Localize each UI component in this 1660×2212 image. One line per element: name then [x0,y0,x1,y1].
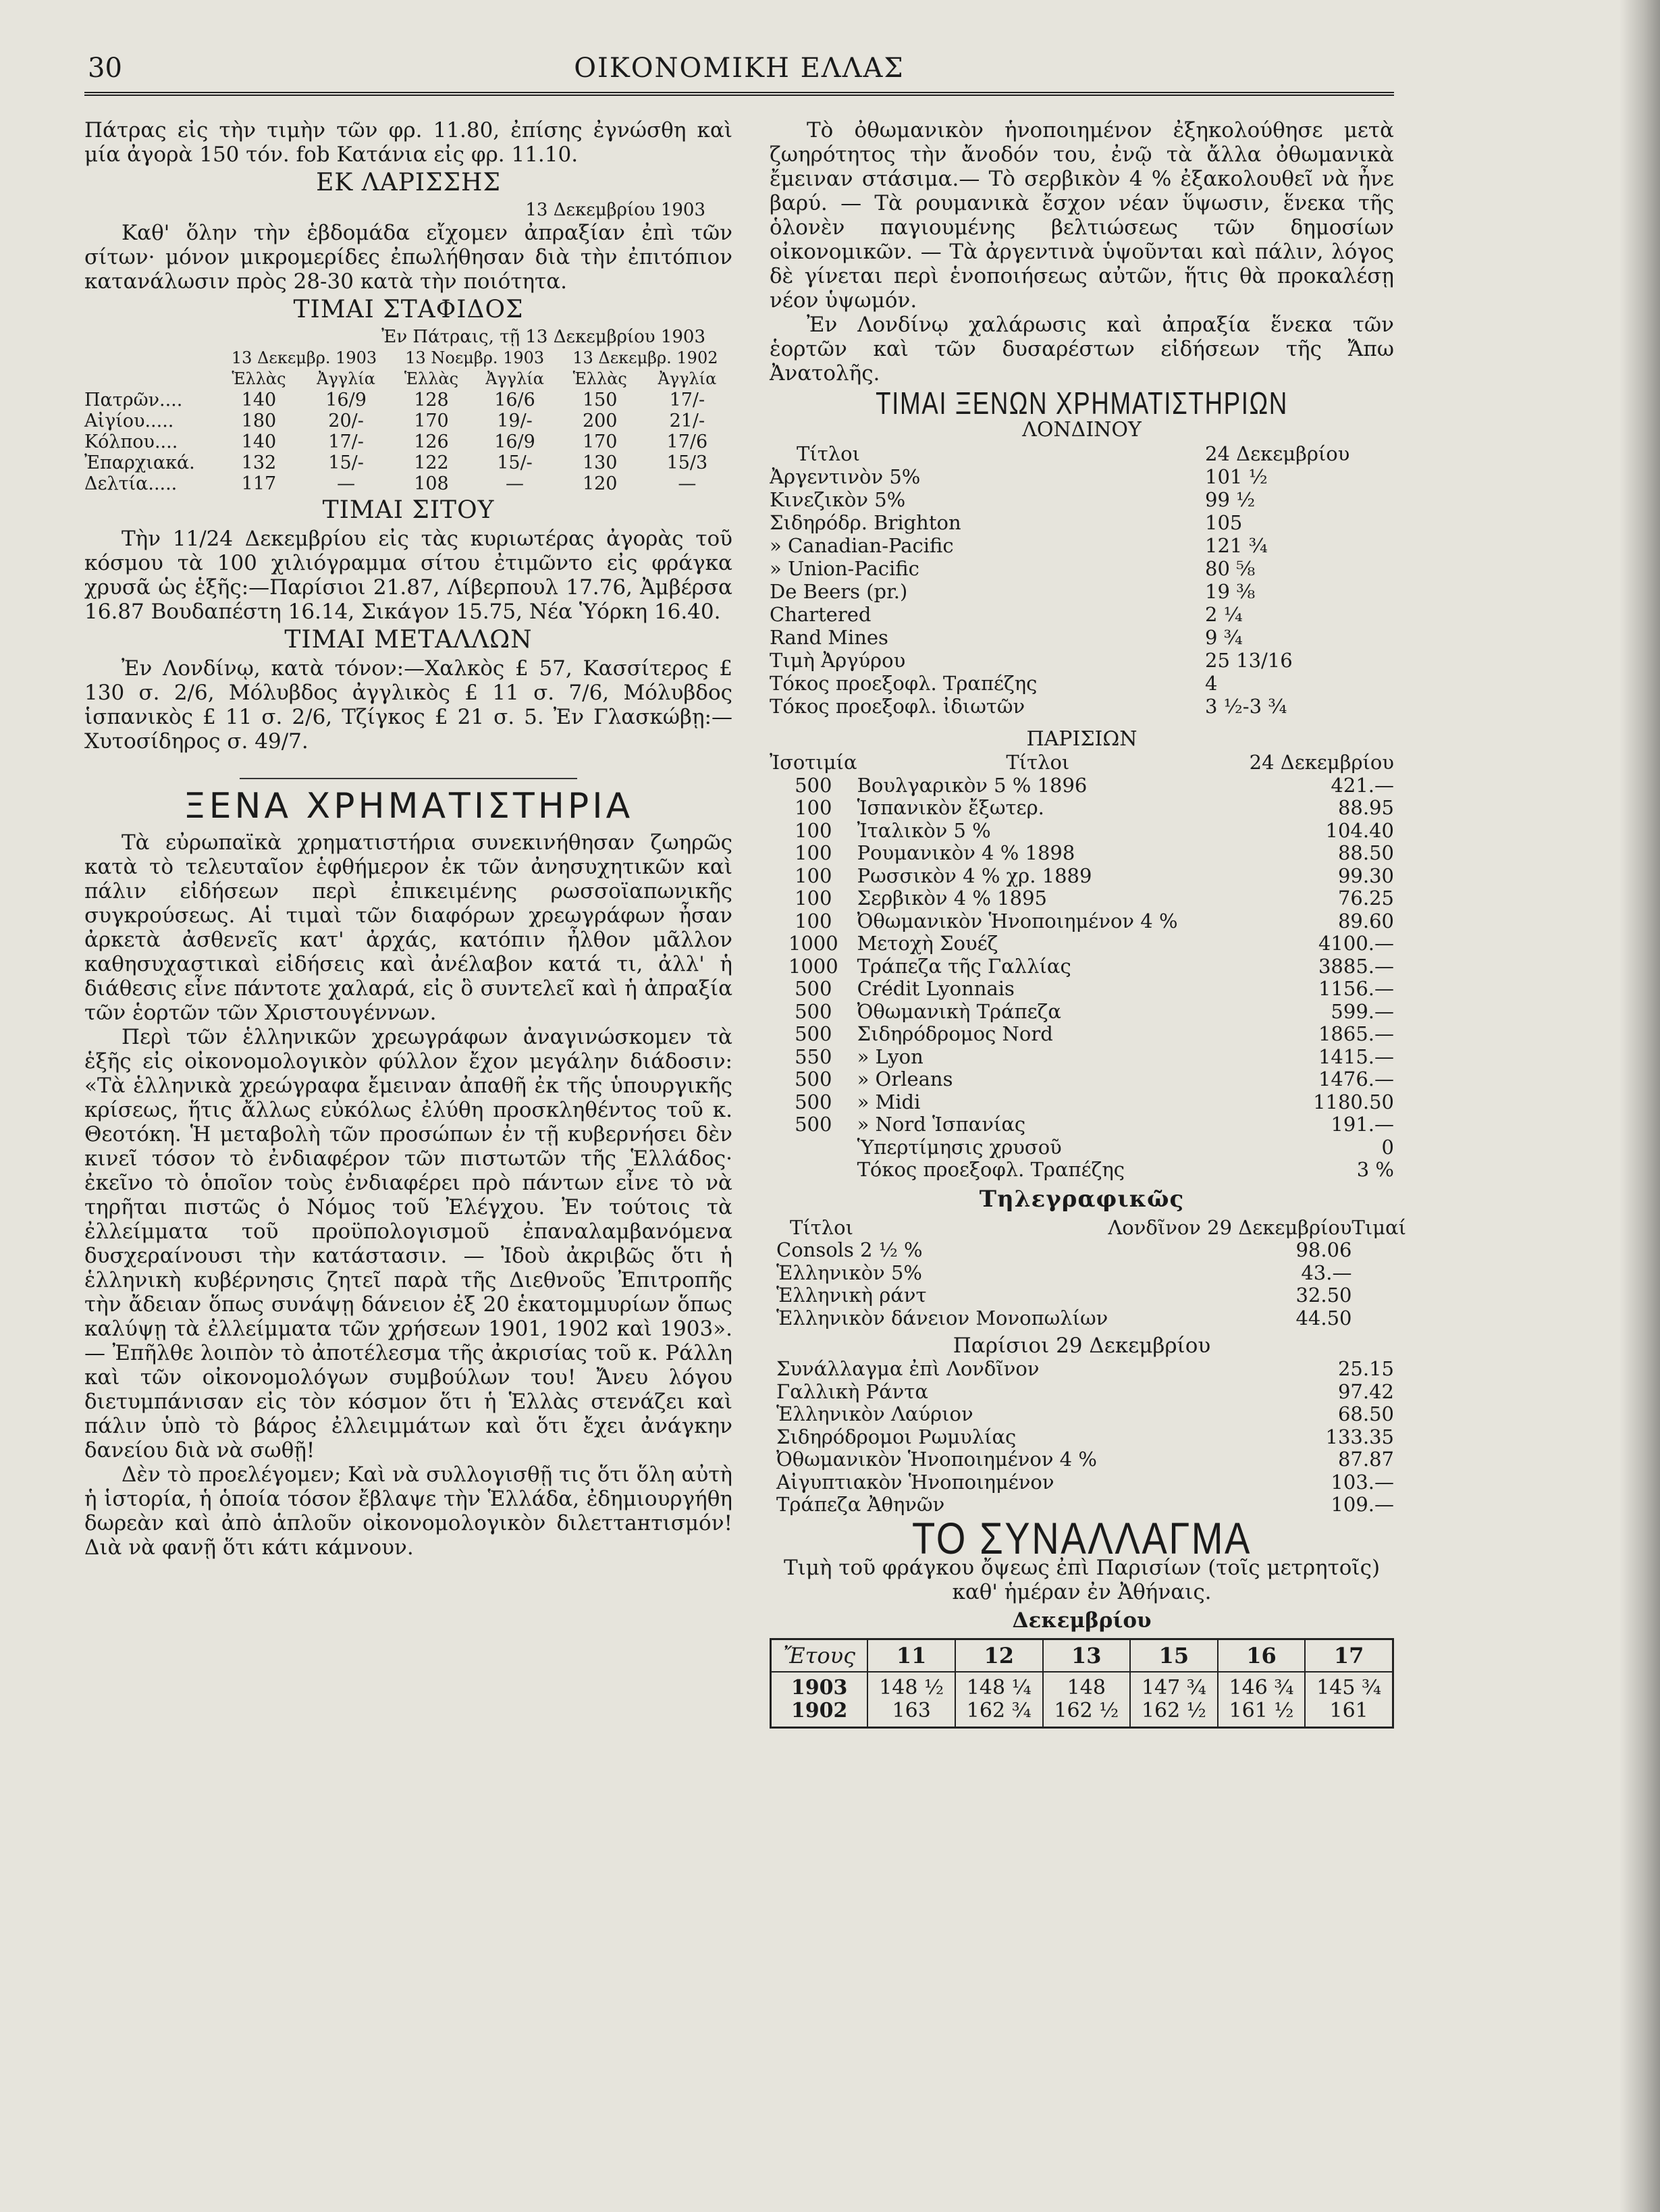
table-cell: — [678,473,697,494]
par-value: 500 [795,999,832,1023]
table-cell: — [506,473,524,494]
column-header: Ἑλλὰς [404,369,459,388]
day-header: 13 [1043,1639,1131,1672]
table-row [770,672,1394,695]
par-value: 100 [795,864,832,887]
security-price: 3 % [1356,1158,1394,1181]
security-name: Ἑλληνικὴ ράντ [776,1284,927,1307]
table-cell: 17/6 [666,431,708,452]
table-cell: 21/- [669,411,705,431]
table-cell: 17/- [669,390,705,411]
section-title-xenon: ΤΙΜΑΙ ΞΕΝΩΝ ΧΡΗΜΑΤΙΣΤΗΡΙΩΝ [876,386,1288,421]
table-cell: 170 [414,411,449,431]
par-value: 100 [795,818,832,842]
column-date: 13 Δεκεμβρ. 1902 [572,348,718,367]
column-header: Τίτλοι [1006,751,1070,774]
column-header: Λονδῖνον 29 Δεκεμβρίου [1108,1215,1352,1239]
spacer [84,369,217,390]
table-cell: 128 [414,390,449,411]
security-name: Ὀθωμανικὸν Ἡνοποιημένον 4 % [857,909,1178,932]
table-row [770,1381,1394,1404]
table-row [84,411,732,431]
column-header: Ἑλλὰς [232,369,286,388]
page-gutter-shadow [1619,0,1660,2212]
rate-1903: 148 [1067,1675,1106,1700]
row-label: Ἐπαρχιακά. [84,452,195,473]
security-name: » Orleans [857,1068,953,1090]
par-value: 500 [795,1090,832,1113]
table-row [770,1239,1406,1262]
table-cell: 20/- [328,411,364,431]
par-value: 100 [795,909,832,932]
table-cell: 117 [241,473,277,494]
table-row [770,932,1394,955]
section-divider [84,760,732,785]
london-exchange-table [770,442,1394,718]
security-name: Γαλλικὴ Ράντα [776,1379,928,1403]
security-price: 87.87 [1337,1448,1394,1471]
column-header: Ἀγγλία [485,369,544,388]
section-title-synallagma: ΤΟ ΣΥΝΑΛΛΑΓΜΑ [911,1512,1252,1563]
exchange-rate-table [770,1638,1394,1729]
security-name: Ἀργεντινὸν 5% [770,465,921,488]
security-price: 4100.— [1318,932,1394,955]
table-cell: 200 [582,411,618,431]
security-name: Τόκος προεξοφλ. Τραπέζης [770,672,1038,695]
security-price: 68.50 [1337,1402,1394,1425]
telegraph-table-london [770,1217,1406,1330]
security-price: 76.25 [1337,887,1394,910]
section-title-larissa: ΕΚ ΛΑΡΙΣΣΗΣ [316,169,501,196]
security-price: 133.35 [1325,1425,1394,1448]
table-cell: 17/- [328,431,364,452]
par-value: 500 [795,773,832,797]
security-name: Τιμὴ Ἀργύρου [770,649,906,672]
security-price: 19 ⅜ [1205,580,1256,603]
table-row [770,511,1394,534]
security-name: Ἱσπανικὸν ἔξωτερ. [857,796,1044,819]
table-cell: 180 [241,411,277,431]
security-name: Ἑλληνικὸν Λαύριον [776,1402,973,1425]
par-value: 500 [795,1022,832,1045]
table-row [770,1262,1406,1285]
security-price: 88.50 [1337,841,1394,864]
security-price: 109.— [1331,1493,1394,1516]
column-header: Ἰσοτιμία [770,751,857,774]
security-name: » Midi [857,1090,921,1113]
security-price: 89.60 [1337,909,1394,932]
rate-1903: 148 ¼ [966,1675,1032,1700]
par-value: 500 [795,1068,832,1090]
security-price: 2 ¼ [1205,603,1243,626]
table-row [770,557,1394,580]
security-name: Ὀθωμανικὴ Τράπεζα [857,999,1061,1023]
security-price: 103.— [1331,1470,1394,1494]
fx-month-label: Δεκεμβρίου [1012,1608,1152,1633]
rate-cell [955,1672,1043,1728]
table-row [770,1284,1406,1307]
table-cell: 170 [582,431,618,452]
table-row [770,1307,1406,1330]
table-cell: 16/6 [494,390,535,411]
day-header: 12 [955,1639,1043,1672]
par-value: 100 [795,796,832,819]
column-header: 24 Δεκεμβρίου [1249,751,1394,774]
column-header: 24 Δεκεμβρίου [1205,442,1350,465]
table-row [770,1023,1394,1046]
par-value [770,1159,857,1182]
security-name: Μετοχὴ Σουέζ [857,932,998,955]
table-row [770,1426,1394,1449]
table-cell: 15/- [328,452,364,473]
column-date: 13 Νοεμβρ. 1903 [405,348,545,367]
table-row [770,1001,1394,1024]
table-row [770,580,1394,603]
par-value: 1000 [788,954,838,978]
table-row [770,603,1394,626]
table-row [770,910,1394,933]
dateline: 13 Δεκεμβρίου 1903 [525,200,705,220]
security-price: 599.— [1331,999,1394,1023]
year-label: Ἔτους [771,1639,868,1672]
security-name: Τόκος προεξοφλ. ἰδιωτῶν [770,695,1025,718]
security-price: 99.30 [1337,864,1394,887]
column-header: Τίτλοι [797,442,860,465]
section-title-metallon: ΤΙΜΑΙ ΜΕΤΑΛΛΩΝ [284,626,533,654]
table-row [770,534,1394,557]
paragraph: Δὲν τὸ προελέγομεν; Καὶ νὰ συλλογισθῇ τις ὅτι ὅλη αὐτὴ ἡ ἱστορία, ἡ ὁποία τόσον ἔβλαψε τὴν Ἑλλάδα, ἐδημιουργήθη δωρεὰν καὶ ἀπὸ ἁπλοῦν οἰκονομολογικὸν διλεττантισμόν! Διὰ νὰ φανῇ ὅτι κάτι κάμνουν. [84,1463,732,1560]
header-rule [84,92,1394,96]
table-row [770,797,1394,820]
year-1902: 1902 [791,1698,848,1722]
table-row [84,473,732,494]
column-header: Ἀγγλία [317,369,375,388]
masthead: ΟΙΚΟΝΟΜΙΚΗ ΕΛΛΑΣ [574,53,905,84]
column-header: Ἀγγλία [658,369,717,388]
table-cell: — [337,473,356,494]
security-name: Ἑλληνικὸν 5% [776,1261,922,1284]
currant-price-table [84,348,732,494]
year-1903: 1903 [791,1675,848,1700]
paragraph: Τὴν 11/24 Δεκεμβρίου εἰς τὰς κυριωτέρας ἀγορὰς τοῦ κόσμου τὰ 100 χιλιόγραμμα σίτου ἐτιμῶντο εἰς φράγκα χρυσᾶ ὡς ἑξῆς:—Παρίσιοι 21.87, Λίβερπουλ 17.76, Ἀμβέρσα 16.87 Βουδαπέστη 16.14, Σικάγον 15.75, Νέα Ὑόρκη 16.40. [84,527,732,624]
par-value: 550 [795,1045,832,1068]
security-name: » Canadian-Pacific [770,534,954,557]
security-name: Βουλγαρικὸν 5 % 1896 [857,773,1088,797]
security-price: 32.50 [1295,1284,1352,1307]
table-row [770,820,1394,843]
security-price: 3 ½-3 ¾ [1205,695,1287,718]
day-header: 17 [1305,1639,1393,1672]
table-cell: 122 [414,452,449,473]
paragraph: Τὸ ὀθωμανικὸν ἡνοποιημένον ἐξηκολούθησε μετὰ ζωηρότητος τὴν ἄνοδόν του, ἐνῷ τὰ ἄλλα ὀθωμανικὰ ἔμειναν στάσιμα.— Τὸ σερβικὸν 4 % ἐξακολουθεῖ νὰ ἦνε βαρύ. — Τὰ ρουμανικὰ ἔσχον νέαν ὕψωσιν, ἕνεκα τῆς ὁλονὲν παγιουμένης βελτιώσεως τῶν δημοσίων οἰκονομικῶν. — Τὰ ἀργεντινὰ ὑψοῦνται καὶ πάλιν, λόγος δὲ γίνεται περὶ ἑνοποιήσεως αὐτῶν, ἥτις θὰ προκαλέσῃ νέον ὑψωμόν. [770,118,1394,313]
table-cell: 16/9 [494,431,535,452]
subsection-title-tel-paris: Παρίσιοι 29 Δεκεμβρίου [953,1334,1211,1358]
security-price: 80 ⅝ [1205,557,1256,580]
par-value [770,1136,857,1159]
rate-1903: 145 ¾ [1316,1675,1382,1700]
security-price: 1156.— [1318,977,1394,1000]
security-price: 25.15 [1337,1357,1394,1380]
table-row [770,1091,1394,1114]
rate-1903: 148 ½ [879,1675,944,1700]
security-price: 99 ½ [1205,488,1256,511]
security-price: 43.— [1301,1261,1352,1284]
security-price: 1415.— [1318,1045,1394,1068]
security-name: Σιδηρόδρομος Nord [857,1022,1053,1045]
telegraph-table-paris [770,1358,1394,1517]
table-row [770,865,1394,888]
security-name: Σιδηρόδρομοι Ρωμυλίας [776,1425,1017,1448]
table-row [770,649,1394,672]
security-name: Ἑλληνικὸν δάνειον Μονοπωλίων [776,1306,1108,1329]
table-row [770,465,1394,488]
table-cell: 130 [582,452,618,473]
security-name: Κινεζικὸν 5% [770,488,906,511]
security-price: 191.— [1331,1113,1394,1136]
year-cell [771,1672,868,1728]
rate-cell [1130,1672,1218,1728]
rate-1902: 162 ½ [1141,1698,1206,1722]
security-name: Crédit Lyonnais [857,977,1015,1000]
day-header: 11 [867,1639,955,1672]
rate-1902: 162 ¾ [966,1698,1032,1722]
par-value: 100 [795,841,832,864]
security-price: 4 [1205,672,1218,695]
rate-1902: 161 [1329,1698,1368,1722]
table-row [770,1403,1394,1426]
security-price: 1476.— [1318,1068,1394,1090]
rate-cell [1305,1672,1393,1728]
security-name: Τράπεζα Ἀθηνῶν [776,1493,945,1516]
row-label: Πατρῶν.... [84,390,183,411]
table-cell: 140 [241,390,277,411]
security-name: » Union-Pacific [770,557,919,580]
rate-1902: 161 ½ [1229,1698,1294,1722]
subsection-title-paris: ΠΑΡΙΣΙΩΝ [1026,727,1137,751]
day-header: 15 [1130,1639,1218,1672]
security-price: 421.— [1331,773,1394,797]
security-price: 0 [1381,1135,1394,1159]
rate-1902: 162 ½ [1054,1698,1119,1722]
subsection-title-london: ΛΟΝΔΙΝΟΥ [1022,418,1142,442]
par-value: 100 [795,887,832,910]
table-row [770,955,1394,978]
table-cell: 108 [414,473,449,494]
table-row [770,842,1394,865]
column-header: Τίτλοι [790,1215,853,1239]
security-price: 121 ¾ [1205,534,1268,557]
rate-1903: 146 ¾ [1229,1675,1294,1700]
security-name: Ὀθωμανικὸν Ἡνοποιημένον 4 % [776,1448,1097,1471]
table-cell: 120 [582,473,618,494]
row-label: Αἰγίου..... [84,411,174,431]
dateline: Ἐν Πάτραις, τῇ 13 Δεκεμβρίου 1903 [381,327,705,347]
table-row [770,626,1394,649]
paris-exchange-table [770,752,1394,1182]
rate-cell [1043,1672,1131,1728]
security-price: 1180.50 [1313,1090,1394,1113]
table-cell: 140 [241,431,277,452]
security-name: » Nord Ἱσπανίας [857,1113,1026,1136]
rate-cell [1218,1672,1306,1728]
column-header: Τιμαί [1351,1215,1406,1239]
table-cell: 16/9 [325,390,367,411]
table-row [770,1113,1394,1136]
page-number: 30 [88,53,122,84]
paragraph: Τὰ εὐρωπαϊκὰ χρηματιστήρια συνεκινήθησαν ζωηρῶς κατὰ τὸ τελευταῖον ἑφθήμερον ἐκ τῶν ἀνησυχητικῶν καὶ πάλιν εἰδήσεων περὶ ἐπικειμένης ρωσσοϊαπωνικῆς συγκρούσεως. Αἱ τιμαὶ τῶν διαφόρων χρεωγράφων ἦσαν ἀρκετὰ ἀσθενεῖς κατ' ἀρχάς, κατόπιν ἦλθον μᾶλλον καθησυχαστικαὶ εἰδήσεις καὶ ἀνέλαβον κατά τι, ἀλλ' ἡ διάθεσις εἶνε πάντοτε χαλαρά, εἰς ὃ συντελεῖ καὶ ἡ ἀπραξία τῶν ἑορτῶν τῶν Χριστουγέννων. [84,831,732,1025]
par-value: 500 [795,1113,832,1136]
paragraph: Ἐν Λονδίνῳ, κατὰ τόνον:—Χαλκὸς £ 57, Κασσίτερος £ 130 σ. 2/6, Μόλυβδος ἀγγλικὸς £ 11 σ. 7/6, Μόλυβδος ἱσπανικὸς £ 11 σ. 2/6, Τζίγκος £ 21 σ. 5. Ἐν Γλασκώβῃ:—Χυτοσίδηρος σ. 49/7. [84,656,732,754]
paragraph: Πάτρας εἰς τὴν τιμὴν τῶν φρ. 11.80, ἐπίσης ἐγνώσθη καὶ μία ἀγορὰ 150 τόν. fob Κατάνια εἰς φρ. 11.10. [84,118,732,167]
security-name: Ρουμανικὸν 4 % 1898 [857,841,1075,864]
paragraph: Ἐν Λονδίνῳ χαλάρωσις καὶ ἀπραξία ἕνεκα τῶν ἑορτῶν καὶ τῶν δυσαρέστων εἰδήσεων τῆς Ἄπω Ἀνατολῆς. [770,313,1394,386]
paragraph: Καθ' ὅλην τὴν ἑβδομάδα εἴχομεν ἀπραξίαν ἐπὶ τῶν σίτων· μόνον μικρομερίδες ἐπωλήθησαν διὰ τὴν ἐπιτόπιον κατανάλωσιν πρὸς 28-30 κατὰ τὴν ποιότητα. [84,221,732,294]
security-name: Σιδηρόδρ. Brighton [770,511,961,534]
column-header: Ἑλλὰς [572,369,627,388]
security-price: 105 [1205,511,1243,534]
table-cell: 126 [414,431,449,452]
security-name: Τόκος προεξοφλ. Τραπέζης [857,1158,1125,1181]
table-cell: 19/- [497,411,533,431]
table-cell: 15/- [497,452,533,473]
paragraph: Τιμὴ τοῦ φράγκου ὄψεως ἐπὶ Παρισίων (τοῖς μετρητοῖς) καθ' ἡμέραν ἐν Ἀθήναις. [783,1555,1381,1604]
section-title-xena: ΞΕΝΑ ΧΡΗΜΑΤΙΣΤΗΡΙΑ [183,786,634,826]
section-title-sitou: ΤΙΜΑΙ ΣΙΤΟΥ [322,496,495,524]
security-name: Τράπεζα τῆς Γαλλίας [857,954,1071,978]
rate-cell [867,1672,955,1728]
security-name: Consols 2 ½ % [776,1238,923,1261]
paragraph: Περὶ τῶν ἑλληνικῶν χρεωγράφων ἀναγινώσκομεν τὰ ἑξῆς εἰς οἰκονομολογικὸν φύλλον ἔχον μεγάλην διάδοσιν: «Τὰ ἑλληνικὰ χρεώγραφα ἔμειναν ἀπαθῆ ἐκ τῆς ὑπουργικῆς κρίσεως, ἥτις ἄλλως εὐκόλως ἐλύθη προσκληθέντος τοῦ κ. Θεοτόκη. Ἡ μεταβολὴ τῶν προσώπων ἐν τῇ κυβερνήσει δὲν κινεῖ τόσον τὸ ἐνδιαφέρον τῶν πιστωτῶν τῆς Ἑλλάδος· ἐκεῖνο τὸ ὁποῖον τοὺς ἐνδιαφέρει πρὸ πάντων εἶνε τὸ νὰ τηρῆται πιστῶς ὁ Νόμος τοῦ Ἐλέγχου. Ἐν τούτοις τὰ ἐλλείμματα τοῦ προϋπολογισμοῦ ἐπαναλαμβανόμενα δυσχεραίνουσι τὴν κατάστασιν. — Ἰδοὺ ἀκριβῶς ὅτι ἡ ἑλληνικὴ κυβέρνησις ζητεῖ παρὰ τῆς Διεθνοῦς Ἐπιτροπῆς τὴν ἄδειαν ὅπως συνάψῃ δάνειον ἐξ 20 ἑκατομμυρίων ὅπως καλύψῃ τὰ ἐλλείμματα τῶν χρήσεων 1901, 1902 καὶ 1903». — Ἐπῆλθε λοιπὸν τὸ ἀποτέλεσμα τῆς ἀκρισίας τοῦ κ. Ράλλη καὶ τῶν οἰκονομολόγων συμβούλων του! Ἄνευ λόγου διετυμπάνισαν εἰς τὸν κόσμον ὅτι ἡ Ἑλλὰς στενάζει καὶ πάλιν ὑπὸ τὸ βάρος ἐλλειμμάτων καὶ ὅτι ἔχει ἀνάγκην δανείου διὰ νὰ σωθῇ! [84,1025,732,1463]
table-row [770,774,1394,797]
left-column [84,118,732,1560]
security-name: Ρωσσικὸν 4 % χρ. 1889 [857,864,1092,887]
security-price: 98.06 [1295,1238,1352,1261]
table-row [770,1046,1394,1069]
security-price: 1865.— [1318,1022,1394,1045]
table-cell: 132 [241,452,277,473]
table-row [770,887,1394,910]
table-row [770,1358,1394,1381]
table-row [770,695,1394,718]
security-name: Συνάλλαγμα ἐπὶ Λονδῖνον [776,1357,1040,1380]
row-label: Κόλπου.... [84,431,178,452]
table-row [770,1448,1394,1471]
section-title-telegraph: Τηλεγραφικῶς [979,1185,1185,1213]
security-price: 104.40 [1325,818,1394,842]
security-name: De Beers (pr.) [770,580,908,603]
security-price: 44.50 [1295,1306,1352,1329]
security-name: Rand Mines [770,626,888,649]
security-name: Σερβικὸν 4 % 1895 [857,887,1047,910]
par-value: 500 [795,977,832,1000]
column-date: 13 Δεκεμβρ. 1903 [231,348,377,367]
row-label: Δελτία..... [84,473,178,494]
page-header [84,41,1394,95]
security-price: 9 ¾ [1205,626,1243,649]
table-row [770,1068,1394,1091]
security-price: 25 13/16 [1205,649,1293,672]
table-row [770,488,1394,511]
table-cell: 15/3 [666,452,708,473]
table-row [770,1136,1394,1159]
table-row [770,978,1394,1001]
table-row [770,1471,1394,1494]
table-row [84,390,732,411]
security-name: Αἰγυπτιακὸν Ἡνοποιημένον [776,1470,1054,1494]
rate-1902: 163 [892,1698,931,1722]
security-name: Ἰταλικὸν 5 % [857,818,991,842]
security-name: Ὑπερτίμησις χρυσοῦ [857,1135,1062,1159]
table-row [84,452,732,473]
day-header: 16 [1218,1639,1306,1672]
table-row [84,431,732,452]
table-row [770,1159,1394,1182]
right-column [770,118,1406,1729]
security-price: 3885.— [1318,954,1394,978]
par-value: 1000 [788,932,838,955]
security-name: » Lyon [857,1045,923,1068]
rate-1903: 147 ¾ [1141,1675,1206,1700]
table-cell: 150 [582,390,618,411]
security-price: 88.95 [1337,796,1394,819]
security-price: 97.42 [1337,1379,1394,1403]
security-price: 101 ½ [1205,465,1268,488]
security-name: Chartered [770,603,872,626]
section-title-stafis: ΤΙΜΑΙ ΣΤΑΦΙΔΟΣ [293,296,524,323]
